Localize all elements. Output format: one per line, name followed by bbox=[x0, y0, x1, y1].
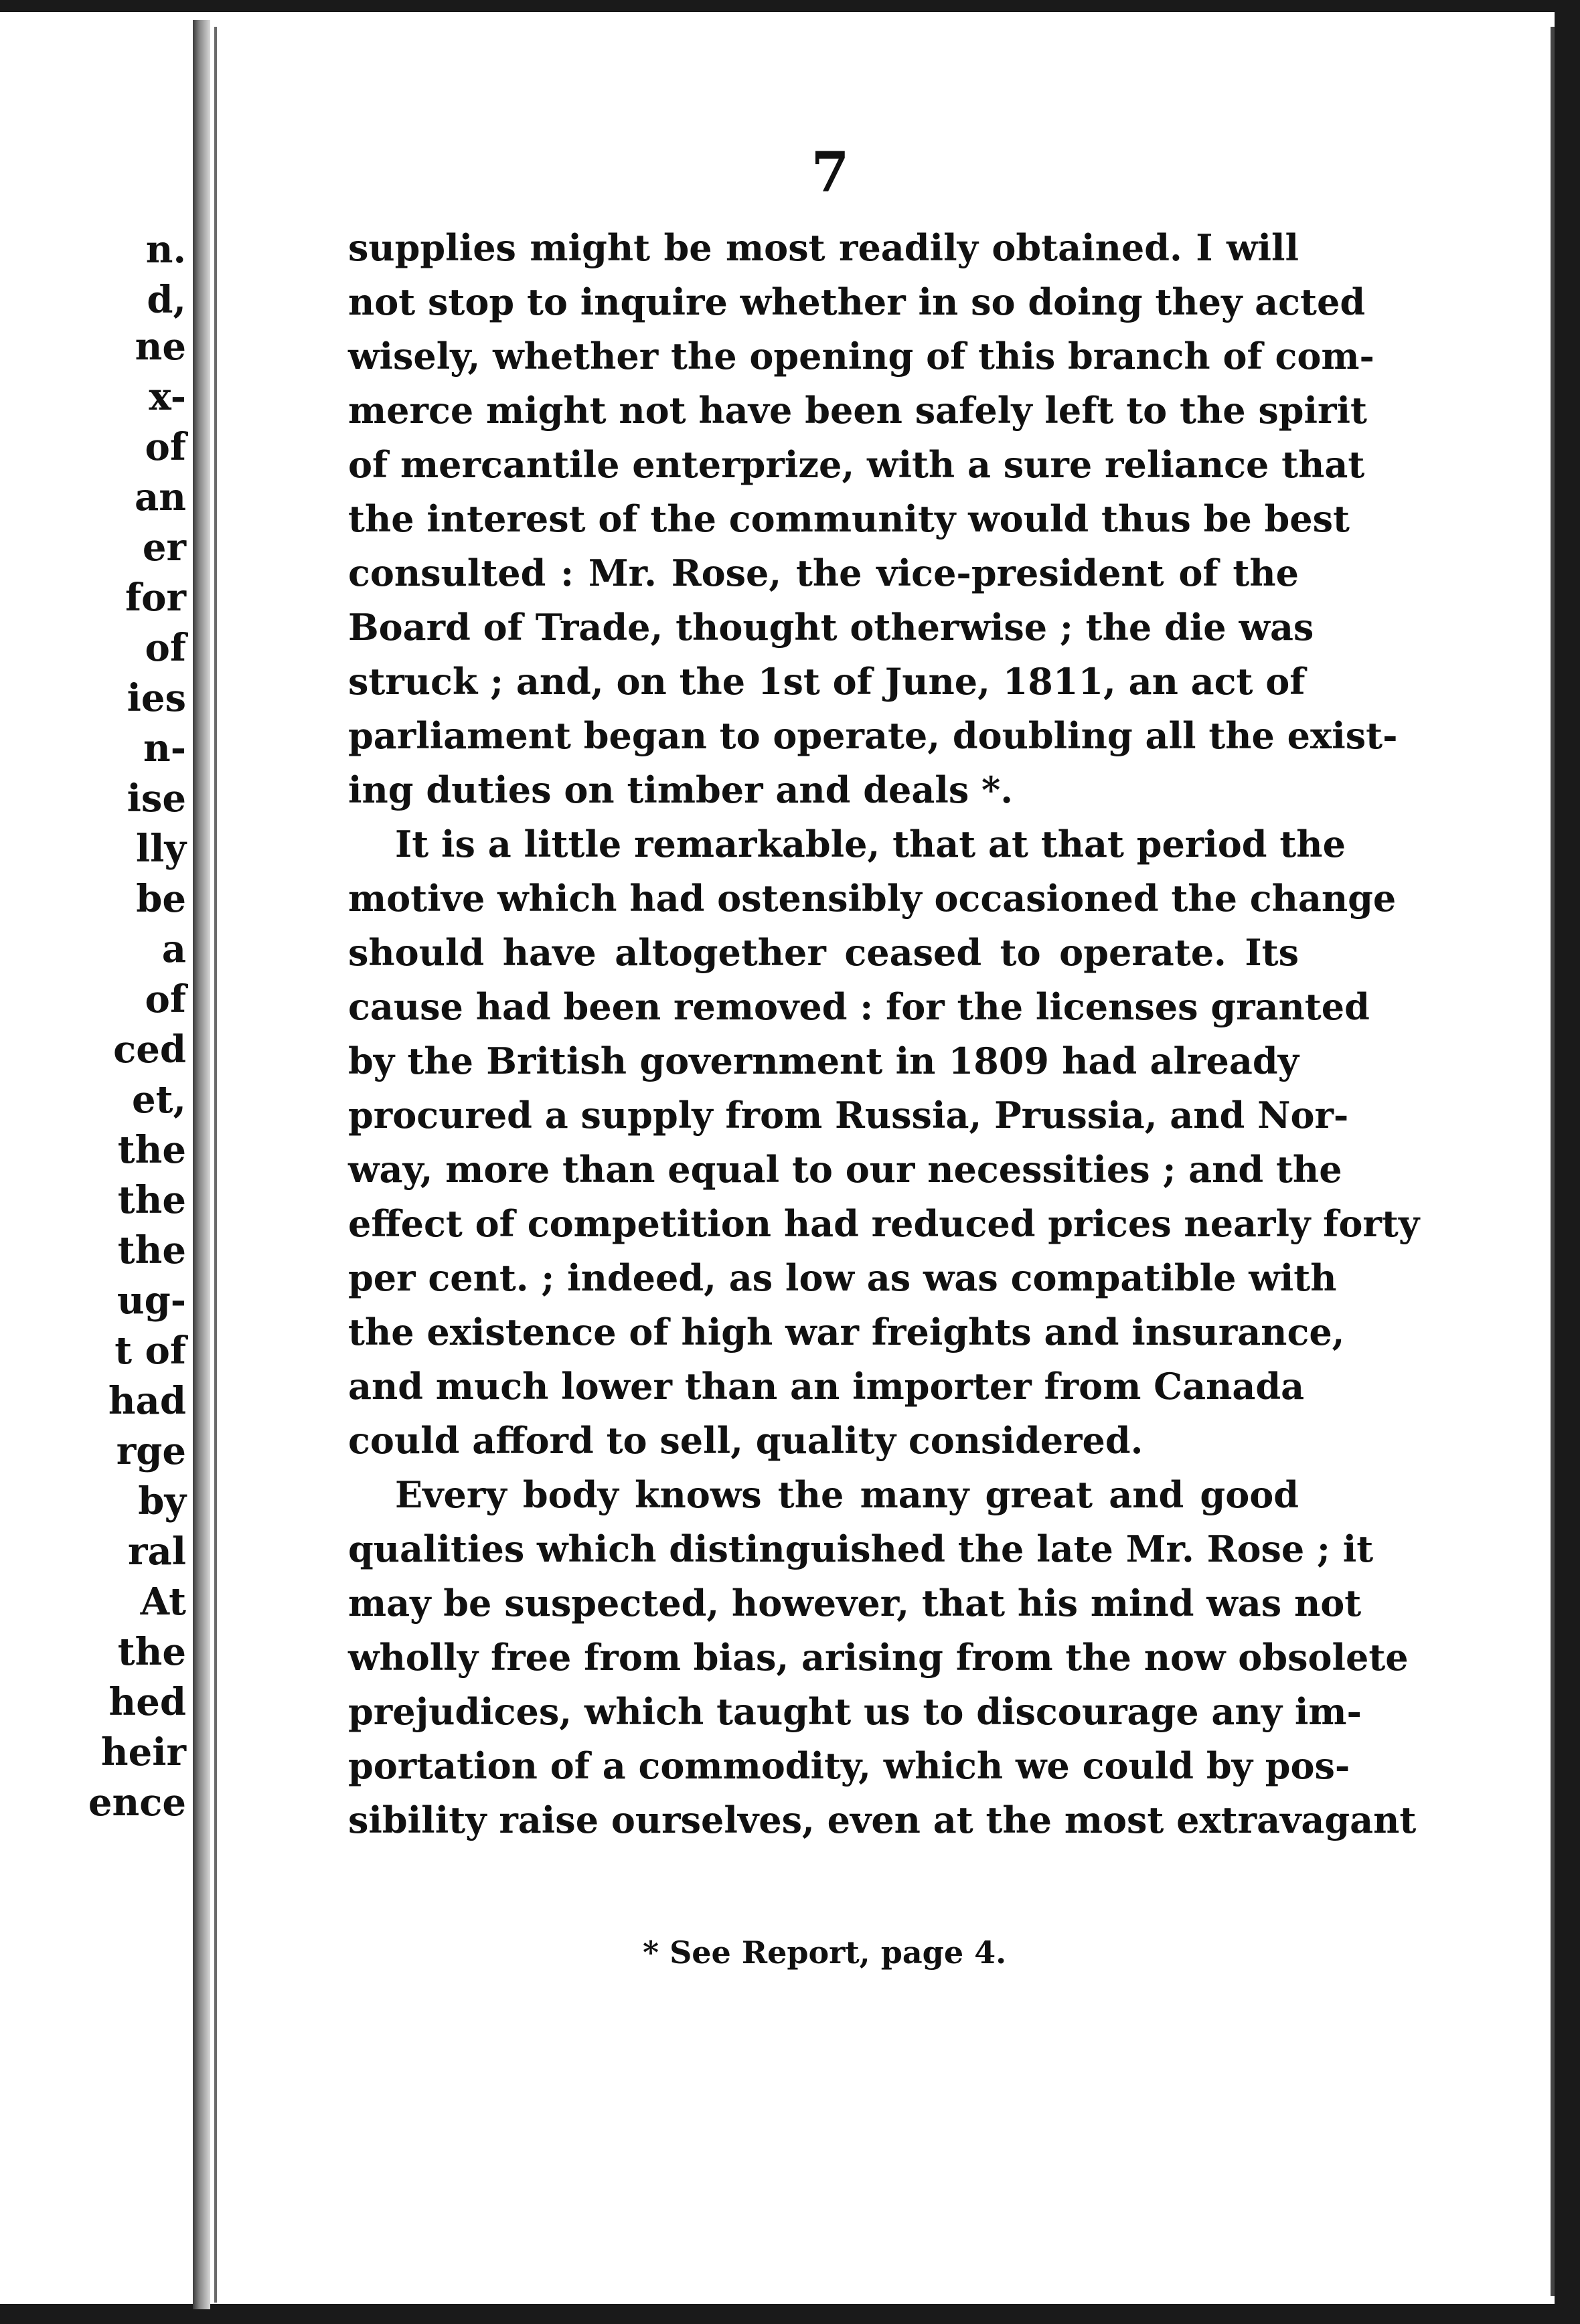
left-page-fragment: ise bbox=[127, 776, 186, 821]
left-page-fragment: of bbox=[145, 977, 186, 1021]
left-page-fragment: n. bbox=[145, 228, 186, 272]
page-number: 7 bbox=[811, 141, 850, 205]
text-line: should have altogether ceased to operate. Its bbox=[348, 931, 1299, 974]
text-line: could afford to sell, quality considered. bbox=[348, 1419, 1143, 1462]
left-page-fragment: heir bbox=[100, 1730, 186, 1774]
text-line: sibility raise ourselves, even at the most extravagant bbox=[348, 1799, 1417, 1841]
text-line: wholly free from bias, arising from the now obsolete bbox=[348, 1636, 1409, 1679]
text-line: Every body knows the many great and good bbox=[395, 1473, 1299, 1516]
text-line: Board of Trade, thought otherwise ; the die was bbox=[348, 606, 1314, 649]
text-line: procured a supply from Russia, Prussia, and Nor- bbox=[348, 1094, 1349, 1137]
left-page-fragment: of bbox=[145, 626, 186, 670]
left-page-fragment: hed bbox=[108, 1680, 186, 1724]
left-page-fragment: ies bbox=[127, 676, 186, 720]
left-page-fragment: er bbox=[142, 525, 186, 570]
left-page-fragment: a bbox=[161, 927, 186, 971]
left-page-fragment: of bbox=[145, 425, 186, 469]
left-page-fragment: an bbox=[135, 475, 186, 519]
text-line: the interest of the community would thus be best bbox=[348, 497, 1350, 540]
text-line: per cent. ; indeed, as low as was compatible with bbox=[348, 1256, 1337, 1299]
paragraph bbox=[348, 1468, 1417, 1847]
text-line: may be suspected, however, that his mind was not bbox=[348, 1582, 1362, 1625]
page-body-text bbox=[348, 221, 1420, 1847]
book-gutter bbox=[193, 20, 210, 2309]
text-line: ing duties on timber and deals *. bbox=[348, 768, 1014, 811]
text-line: struck ; and, on the 1st of June, 1811, an act of bbox=[348, 660, 1306, 703]
left-page-fragment: et, bbox=[132, 1078, 186, 1122]
footnote: * See Report, page 4. bbox=[643, 1934, 1007, 1971]
scan-edge-right bbox=[1555, 0, 1580, 2324]
left-page-fragment: At bbox=[140, 1580, 186, 1624]
text-line: supplies might be most readily obtained. I will bbox=[348, 226, 1299, 269]
left-page-fragment: d, bbox=[147, 278, 186, 322]
left-page-fragment: ug- bbox=[116, 1278, 186, 1323]
left-page-fragment: n- bbox=[143, 726, 186, 770]
text-line: consulted : Mr. Rose, the vice-president of the bbox=[348, 552, 1299, 594]
text-line: It is a little remarkable, that at that period the bbox=[395, 823, 1346, 865]
text-line: qualities which distinguished the late Mr. Rose ; it bbox=[348, 1527, 1374, 1570]
left-page-fragment: ced bbox=[113, 1027, 186, 1072]
text-line: parliament began to operate, doubling all the exist- bbox=[348, 714, 1398, 757]
text-line: effect of competition had reduced prices nearly forty bbox=[348, 1202, 1420, 1245]
left-page-fragment: the bbox=[117, 1178, 186, 1222]
text-line: merce might not have been safely left to the spirit bbox=[348, 389, 1367, 432]
text-line: portation of a commodity, which we could by pos- bbox=[348, 1744, 1350, 1787]
left-page-fragment: rge bbox=[116, 1429, 186, 1473]
left-page-fragment: ence bbox=[88, 1780, 186, 1825]
text-line: wisely, whether the opening of this branch of com- bbox=[348, 335, 1374, 378]
left-page-fragment: lly bbox=[135, 827, 186, 871]
text-line: way, more than equal to our necessities ; and the bbox=[348, 1148, 1342, 1191]
left-page-fragment: ral bbox=[127, 1529, 186, 1574]
text-line: by the British government in 1809 had already bbox=[348, 1040, 1299, 1082]
scan-edge-bottom bbox=[0, 2304, 1580, 2324]
gutter-line bbox=[214, 27, 217, 2303]
left-page-fragment: ne bbox=[135, 325, 186, 369]
paragraph bbox=[348, 817, 1420, 1468]
left-page-fragments bbox=[0, 0, 193, 2324]
left-page-fragment: had bbox=[108, 1379, 186, 1423]
left-page-fragment: the bbox=[117, 1228, 186, 1272]
left-page-fragment: the bbox=[117, 1630, 186, 1674]
left-page-fragment: the bbox=[117, 1128, 186, 1172]
left-page-fragment: x- bbox=[149, 375, 186, 419]
page-edge-right bbox=[1551, 27, 1555, 2296]
scan-edge-top bbox=[0, 0, 1580, 12]
left-page-fragment: for bbox=[125, 576, 186, 620]
left-page-fragment: be bbox=[136, 877, 186, 921]
text-line: and much lower than an importer from Canada bbox=[348, 1365, 1305, 1408]
text-line: prejudices, which taught us to discourage any im- bbox=[348, 1690, 1362, 1733]
left-page-fragment: by bbox=[138, 1479, 186, 1523]
text-line: the existence of high war freights and insurance, bbox=[348, 1311, 1345, 1353]
text-line: not stop to inquire whether in so doing they acted bbox=[348, 280, 1366, 323]
paragraph bbox=[348, 221, 1398, 817]
text-line: motive which had ostensibly occasioned the change bbox=[348, 877, 1397, 920]
left-page-fragment: t of bbox=[114, 1329, 186, 1373]
text-line: cause had been removed : for the licenses granted bbox=[348, 985, 1370, 1028]
text-line: of mercantile enterprize, with a sure reliance that bbox=[348, 443, 1365, 486]
